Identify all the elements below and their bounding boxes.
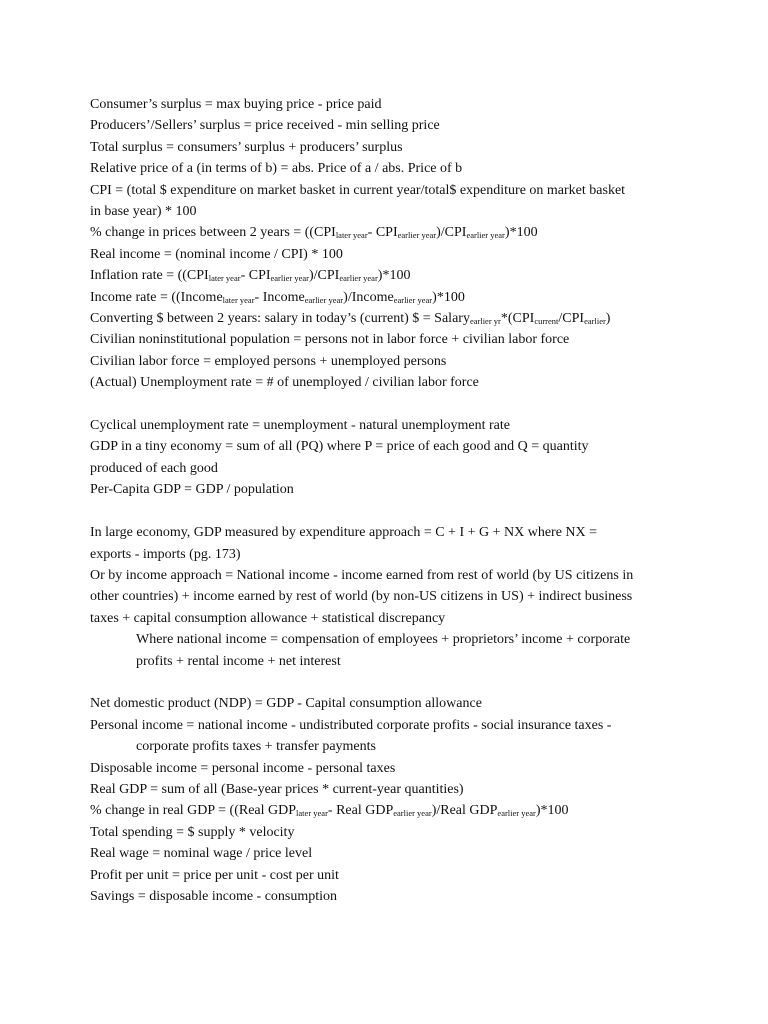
formula-line <box>90 351 690 372</box>
blank-line <box>90 672 690 693</box>
formula-text: - Real GDP <box>327 803 394 819</box>
formula-line <box>90 608 690 629</box>
subscript-text: later year <box>335 230 368 241</box>
subscript-text: earlier year <box>339 273 378 284</box>
formula-line <box>90 415 690 436</box>
formula-text: % change in real GDP = ((Real GDP <box>90 803 297 819</box>
formula-text: Converting $ between 2 years: salary in today’s (current) $ = Salary <box>90 311 470 327</box>
formula-text: Where national income = compensation of employees + proprietors’ income + corporate <box>136 632 631 648</box>
subscript-text: current <box>534 316 559 327</box>
blank-line <box>90 501 690 522</box>
formula-line <box>90 693 690 714</box>
formula-text: ) <box>605 311 611 327</box>
formula-line <box>90 479 690 500</box>
formula-line <box>90 544 690 565</box>
formula-line <box>90 308 690 329</box>
formula-text: Real wage = nominal wage / price level <box>90 846 313 862</box>
formula-text: )/CPI <box>308 268 340 284</box>
subscript-text: earlier year <box>466 230 505 241</box>
formula-sheet <box>90 94 690 907</box>
formula-text: Total surplus = consumers’ surplus + producers’ surplus <box>90 139 403 155</box>
subscript-text: earlier <box>584 316 606 327</box>
formula-line <box>90 94 690 115</box>
formula-text: Cyclical unemployment rate = unemployment - natural unemployment rate <box>90 418 510 434</box>
formula-line <box>90 222 690 243</box>
formula-text: - CPI <box>367 225 398 241</box>
formula-line <box>90 287 690 308</box>
formula-text: )*100 <box>504 225 538 241</box>
formula-text: *(CPI <box>500 311 535 327</box>
formula-text: Personal income = national income - undistributed corporate profits - social insurance taxes - <box>90 717 612 733</box>
formula-line <box>90 372 690 393</box>
formula-line <box>90 436 690 457</box>
formula-text: Profit per unit = price per unit - cost per unit <box>90 867 339 883</box>
formula-line <box>90 886 690 907</box>
formula-text: Relative price of a (in terms of b) = abs. Price of a / abs. Price of b <box>90 161 463 177</box>
subscript-text: earlier year <box>393 294 433 305</box>
subscript-text: earlier year <box>304 294 344 305</box>
formula-text: Real income = (nominal income / CPI) * 100 <box>90 246 343 262</box>
formula-text: )*100 <box>377 268 411 284</box>
subscript-text: later year <box>222 294 255 305</box>
formula-text: % change in prices between 2 years = ((CPI <box>90 225 336 241</box>
formula-line <box>90 244 690 265</box>
formula-line <box>90 865 690 886</box>
formula-text: profits + rental income + net interest <box>136 653 341 669</box>
formula-line <box>90 115 690 136</box>
formula-line <box>90 822 690 843</box>
formula-line <box>90 715 690 736</box>
formula-text: /CPI <box>558 311 585 327</box>
formula-text: )*100 <box>432 289 465 305</box>
formula-line <box>90 779 690 800</box>
formula-text: Net domestic product (NDP) = GDP - Capital consumption allowance <box>90 696 482 712</box>
formula-line <box>90 843 690 864</box>
formula-text: )/Income <box>343 289 394 305</box>
subscript-text: later year <box>296 808 328 819</box>
formula-line <box>90 629 690 650</box>
formula-text: Inflation rate = ((CPI <box>90 268 209 284</box>
formula-text: GDP in a tiny economy = sum of all (PQ) where P = price of each good and Q = quantity <box>90 439 589 455</box>
formula-line <box>90 736 690 757</box>
formula-line <box>90 158 690 179</box>
formula-text: exports - imports (pg. 173) <box>90 546 241 562</box>
formula-text: CPI = (total $ expenditure on market basket in current year/total$ expenditure on market basket <box>90 182 626 198</box>
formula-text: other countries) + income earned by rest of world (by non-US citizens in US) + indirect business <box>90 589 633 605</box>
formula-text: Disposable income = personal income - personal taxes <box>90 760 396 776</box>
formula-line <box>90 265 690 286</box>
formula-text: Savings = disposable income - consumption <box>90 888 338 904</box>
formula-text: )/Real GDP <box>431 803 498 819</box>
subscript-text: earlier year <box>393 808 432 819</box>
formula-text: corporate profits taxes + transfer payments <box>136 739 376 755</box>
formula-text: - Income <box>254 289 305 305</box>
formula-line <box>90 458 690 479</box>
formula-text: in base year) * 100 <box>90 204 197 220</box>
formula-text: Or by income approach = National income - income earned from rest of world (by US citizens in <box>90 567 634 583</box>
formula-text: taxes + capital consumption allowance + statistical discrepancy <box>90 610 446 626</box>
formula-line <box>90 137 690 158</box>
formula-text: (Actual) Unemployment rate = # of unemployed / civilian labor force <box>90 375 479 391</box>
formula-line <box>90 201 690 222</box>
formula-line <box>90 586 690 607</box>
formula-text: - CPI <box>240 268 271 284</box>
subscript-text: earlier yr <box>469 316 501 327</box>
formula-line <box>90 565 690 586</box>
formula-line <box>90 180 690 201</box>
formula-text: )/CPI <box>436 225 467 241</box>
formula-text: Civilian labor force = employed persons + unemployed persons <box>90 353 447 369</box>
formula-text: Income rate = ((Income <box>90 289 223 305</box>
formula-line <box>90 651 690 672</box>
formula-text: Consumer’s surplus = max buying price - price paid <box>90 97 382 112</box>
subscript-text: later year <box>208 273 241 284</box>
formula-text: Real GDP = sum of all (Base-year prices * current-year quantities) <box>90 781 464 797</box>
subscript-text: earlier year <box>270 273 309 284</box>
formula-text: Total spending = $ supply * velocity <box>90 824 295 840</box>
blank-line <box>90 394 690 415</box>
subscript-text: earlier year <box>497 808 536 819</box>
formula-text: )*100 <box>535 803 569 819</box>
formula-text: Per-Capita GDP = GDP / population <box>90 482 294 498</box>
formula-text: Producers’/Sellers’ surplus = price received - min selling price <box>90 118 440 134</box>
formula-line <box>90 758 690 779</box>
formula-text: produced of each good <box>90 460 218 476</box>
subscript-text: earlier year <box>397 230 437 241</box>
formula-line <box>90 329 690 350</box>
formula-line <box>90 800 690 821</box>
formula-text: In large economy, GDP measured by expenditure approach = C + I + G + NX where NX = <box>90 525 598 541</box>
formula-line <box>90 522 690 543</box>
formula-text: Civilian noninstitutional population = persons not in labor force + civilian labor force <box>90 332 570 348</box>
